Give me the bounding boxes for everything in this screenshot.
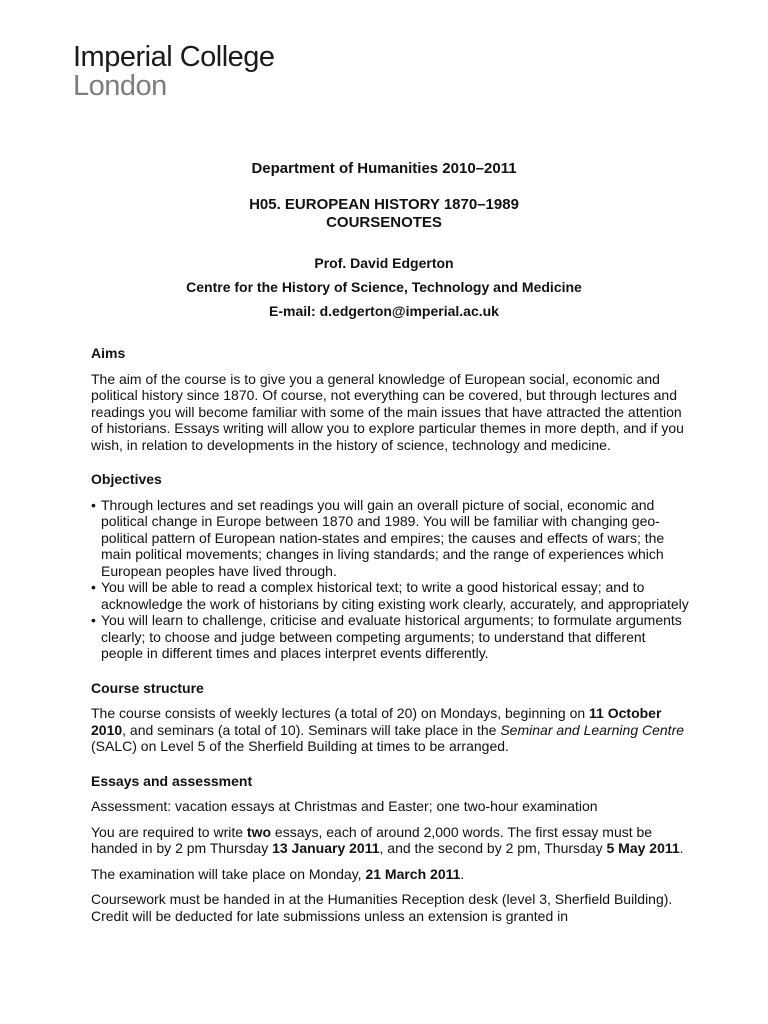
assessment-text: Assessment: vacation essays at Christmas and Easter; one two-hour examination: [91, 798, 598, 814]
exam-text: [91, 866, 691, 883]
text-run: You are required to write: [91, 823, 247, 840]
text-run: (SALC) on Level 5 of the Sherfield Building at times to be arranged.: [91, 738, 509, 754]
objectives-list: [91, 497, 691, 662]
seminar-venue: Seminar and Learning Centre: [500, 721, 685, 738]
text-run: .: [679, 840, 684, 856]
start-date: 11 October 2010: [91, 705, 662, 738]
objective-text: Through lectures and set readings you will gain an overall picture of social, economic and political change in Europe between 1870 and 1989. You will be familiar with changing geo-political pattern of European nation-states and empires; the causes and effects of wars; the main political movements; changes in living standards; and the range of experiences which European peoples have lived through.: [101, 496, 665, 579]
objectives-heading: Objectives: [91, 471, 162, 487]
logo-line-1: Imperial College: [73, 41, 275, 73]
text-run: .: [460, 865, 465, 882]
text-run: The course consists of weekly lectures (a total of 20) on Mondays, beginning on: [91, 705, 590, 721]
coursework-text: Coursework must be handed in at the Humanities Reception desk (level 3, Sherfield Building). Credit will be deducted for late submissions unless an extension is granted in: [91, 891, 673, 924]
first-essay-date: 13 January 2011: [272, 840, 380, 856]
course-code-title: H05. EUROPEAN HISTORY 1870–1989: [249, 196, 519, 213]
objective-item: [91, 612, 691, 662]
imperial-college-logo: [73, 42, 275, 100]
essays-heading: Essays and assessment: [91, 772, 253, 789]
department-heading: Department of Humanities 2010–2011: [251, 160, 517, 177]
objective-text: You will learn to challenge, criticise and evaluate historical arguments; to formulate arguments clearly; to choose and judge between competing arguments; to understand that different people in different times and places interpret events differently.: [101, 612, 682, 661]
objective-item: [91, 497, 691, 580]
course-subtitle: COURSENOTES: [326, 214, 442, 231]
exam-date: 21 March 2011: [365, 865, 461, 882]
course-title: [0, 196, 768, 232]
professor-name: Prof. David Edgerton: [314, 255, 454, 271]
logo-line-2: London: [73, 70, 167, 102]
objective-text: You will be able to read a complex historical text; to write a good historical essay; and to acknowledge the work of historians by citing existing work clearly, accurately, and appropriately: [101, 579, 689, 612]
bullet: •: [91, 579, 96, 595]
course-structure-text: [91, 705, 691, 755]
bullet: •: [91, 496, 96, 513]
text-run: essays, each of around 2,000 words. The first essay must be handed in by 2 pm Thursday: [91, 823, 653, 856]
second-essay-date: 5 May 2011: [606, 840, 680, 856]
text-run: , and seminars (a total of 10). Seminars will take place in the: [122, 721, 501, 738]
text-run: , and the second by 2 pm, Thursday: [379, 840, 607, 856]
aims-text: The aim of the course is to give you a general knowledge of European social, economic and political history since 1870. Of course, not everything can be covered, but through lectures and readings you will become familiar with some of the main issues that have attracted the attention of historians. Essays writing will allow you to explore particular themes in more depth, and if you wish, in relation to developments in the history of science, technology and medicine.: [91, 370, 684, 453]
document-body: [91, 345, 691, 924]
text-run: The examination will take place on Monday,: [91, 865, 366, 882]
essay-count: two: [246, 823, 272, 840]
contact-email: E-mail: d.edgerton@imperial.ac.uk: [269, 303, 499, 319]
aims-heading: Aims: [91, 345, 126, 361]
course-structure-heading: Course structure: [91, 679, 204, 696]
essay-requirements: [91, 824, 691, 857]
centre-name: Centre for the History of Science, Technology and Medicine: [186, 279, 582, 295]
bullet: •: [91, 612, 96, 628]
objective-item: [91, 579, 691, 612]
